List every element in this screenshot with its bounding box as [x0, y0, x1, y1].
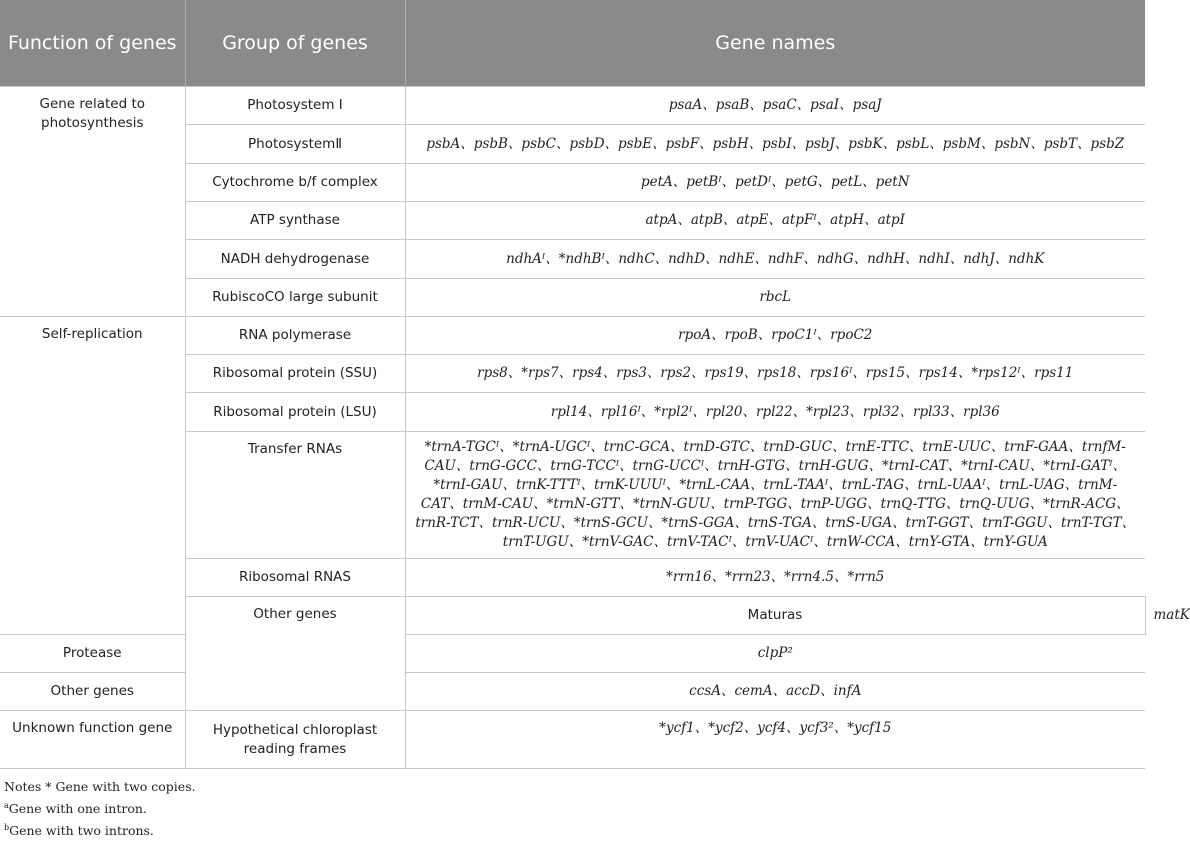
table-row: Other genes Maturas matK	[0, 597, 1145, 635]
table-row	[0, 711, 1145, 769]
group-cell: PhotosystemⅡ	[185, 125, 405, 164]
table-row	[0, 317, 1145, 355]
group-cell: Ribosomal RNAS	[185, 559, 405, 597]
header-group: Group of genes	[185, 0, 405, 87]
genes-cell: psaA、psaB、psaC、psaI、psaJ	[405, 87, 1145, 125]
genes-cell: rpoA、rpoB、rpoC1ᴵ、rpoC2	[405, 317, 1145, 355]
genes-cell: rpl14、rpl16ᴵ、*rpl2ᴵ、rpl20、rpl22、*rpl23、rpl32、rpl33、rpl36	[405, 393, 1145, 432]
function-cell: Other genes	[185, 597, 405, 711]
group-cell: Transfer RNAs	[185, 432, 405, 559]
note-mark-b: b	[4, 823, 10, 833]
group-cell: Ribosomal protein (LSU)	[185, 393, 405, 432]
table-row	[0, 87, 1145, 125]
group-cell: RNA polymerase	[185, 317, 405, 355]
genes-cell: psbA、psbB、psbC、psbD、psbE、psbF、psbH、psbI、psbJ、psbK、psbL、psbM、psbN、psbT、psbZ	[405, 125, 1145, 164]
header-function: Function of genes	[0, 0, 185, 87]
group-cell: Cytochrome b/f complex	[185, 164, 405, 202]
table-notes	[0, 769, 1145, 840]
table-row	[0, 635, 1145, 673]
group-cell: Other genes	[0, 673, 185, 711]
genes-cell: atpA、atpB、atpE、atpFᴵ、atpH、atpI	[405, 202, 1145, 240]
table-header	[0, 0, 1145, 87]
note-two-introns	[4, 818, 1141, 840]
genes-cell: *ycf1、*ycf2、ycf4、ycf3²、*ycf15	[405, 711, 1145, 769]
genes-cell: clpP²	[405, 635, 1145, 673]
genes-cell: rps8、*rps7、rps4、rps3、rps2、rps19、rps18、rps16ᴵ、rps15、rps14、*rps12ᴵ、rps11	[405, 355, 1145, 393]
table-row	[0, 673, 1145, 711]
group-cell: Hypothetical chloroplast reading frames	[185, 711, 405, 769]
genes-cell: ccsA、cemA、accD、infA	[405, 673, 1145, 711]
genes-cell: rbcL	[405, 279, 1145, 317]
note-two-copies: Notes * Gene with two copies.	[4, 779, 196, 794]
group-cell: Maturas	[405, 597, 1145, 635]
function-cell: Gene related to photosynthesis	[0, 87, 185, 317]
genes-cell: ndhAᴵ、*ndhBᴵ、ndhC、ndhD、ndhE、ndhF、ndhG、ndhH、ndhI、ndhJ、ndhK	[405, 240, 1145, 279]
genes-cell: *rrn16、*rrn23、*rrn4.5、*rrn5	[405, 559, 1145, 597]
group-cell: NADH dehydrogenase	[185, 240, 405, 279]
header-gene-names: Gene names	[405, 0, 1145, 87]
group-cell: RubiscoCO large subunit	[185, 279, 405, 317]
group-cell: Photosystem Ⅰ	[185, 87, 405, 125]
group-cell: ATP synthase	[185, 202, 405, 240]
function-cell: Unknown function gene	[0, 711, 185, 769]
note-one-intron	[4, 796, 1141, 818]
genes-cell: *trnA-TGCᴵ、*trnA-UGCᴵ、trnC-GCA、trnD-GTC、trnD-GUC、trnE-TTC、trnE-UUC、trnF-GAA、trnfM-CAU、trnG-GCC、trnG-TCCᴵ、trnG-UCCᴵ、trnH-GTG、trnH-GUG、*trnI-CAT、*trnI-CAU、*trnI-GATᴵ、*trnI-GAU、trnK-TTTᴵ、trnK-UUUᴵ、*trnL-CAA、trnL-TAAᴵ、trnL-TAG、trnL-UAAᴵ、trnL-UAG、trnM-CAT、trnM-CAU、*trnN-GTT、*trnN-GUU、trnP-TGG、trnP-UGG、trnQ-TTG、trnQ-UUG、*trnR-ACG、trnR-TCT、trnR-UCU、*trnS-GCU、*trnS-GGA、trnS-TGA、trnS-UGA、trnT-GGT、trnT-GGU、trnT-TGT、trnT-UGU、*trnV-GAC、trnV-TACᴵ、trnV-UACᴵ、trnW-CCA、trnY-GTA、trnY-GUA	[405, 432, 1145, 559]
note-one-intron-text: Gene with one intron.	[8, 801, 147, 817]
group-cell: Protease	[0, 635, 185, 673]
note-mark-a: a	[4, 801, 9, 810]
group-cell: Ribosomal protein (SSU)	[185, 355, 405, 393]
note-two-introns-text: Gene with two introns.	[9, 823, 154, 839]
function-cell: Self-replication	[0, 317, 185, 635]
genes-cell: petA、petBᴵ、petDᴵ、petG、petL、petN	[405, 164, 1145, 202]
table-body	[0, 87, 1190, 769]
